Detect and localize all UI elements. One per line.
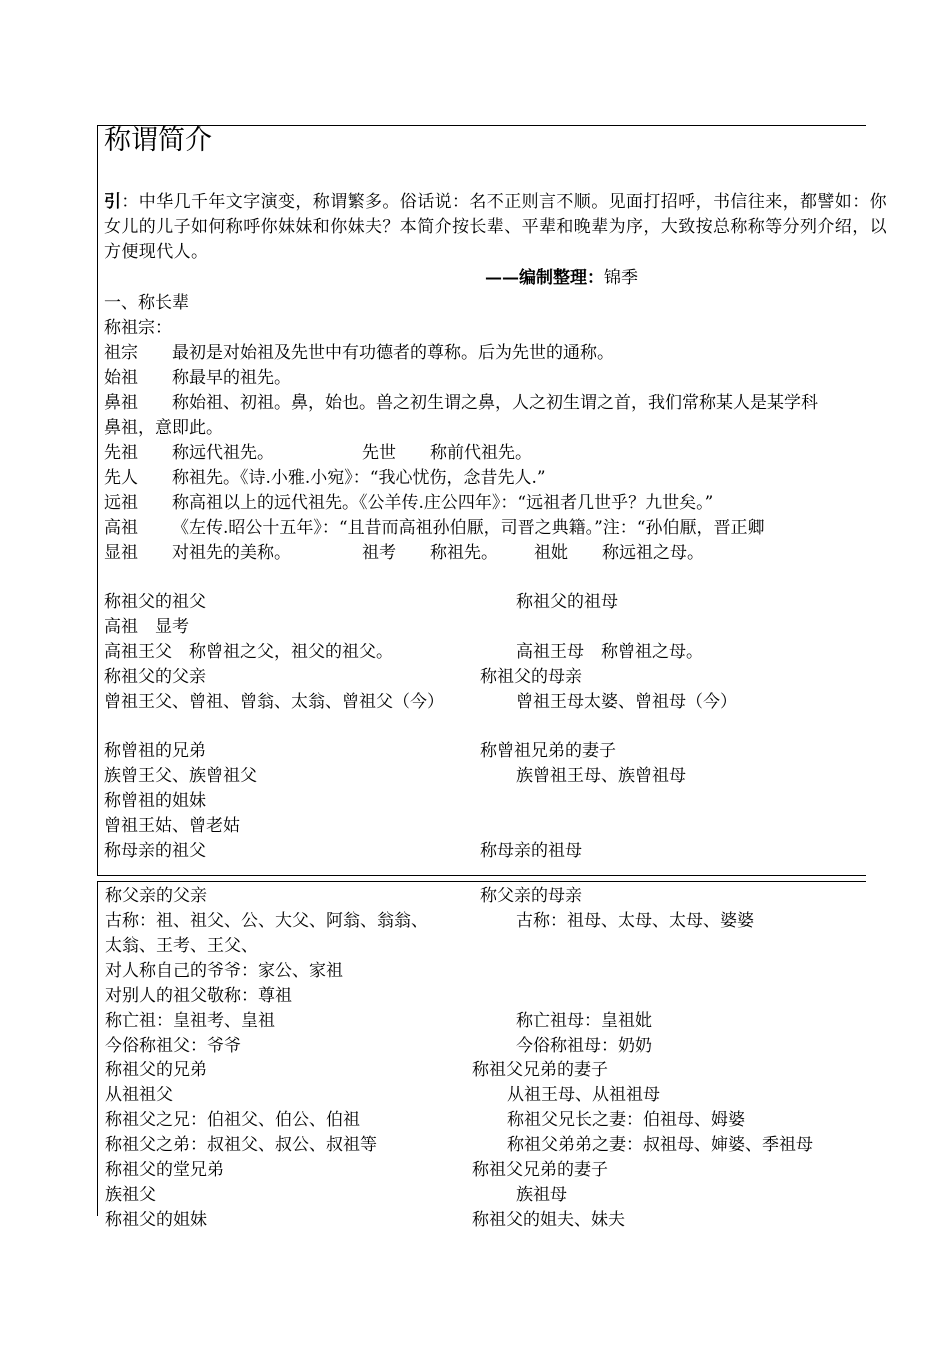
intro-text: ：中华几千年文字演变，称谓繁多。俗话说：名不正则言不顺。见面打招呼，书信往来，都譬如：你女儿的儿子如何称呼你妹妹和你妹夫？本简介按长辈、平辈和晚辈为序，大致按总称称等分列介绍，以方便现代人。 bbox=[104, 192, 888, 262]
entry-term: 先祖 bbox=[104, 443, 138, 463]
entry-definition: 称最早的祖先。 bbox=[172, 368, 291, 388]
entry-term: 祖妣 bbox=[534, 543, 568, 563]
row-right: 称母亲的祖母 bbox=[480, 841, 582, 861]
row-right: 称祖父的祖母 bbox=[516, 592, 618, 612]
entry-term: 祖宗 bbox=[104, 343, 138, 363]
row-left: 称祖父之弟：叔祖父、叔公、叔祖等 bbox=[105, 1135, 377, 1155]
entry-definition: 称高祖以上的远代祖先。《公羊传.庄公四年》：“远祖者几世乎？九世矣。” bbox=[172, 493, 714, 513]
page-title: 称谓简介 bbox=[104, 125, 212, 156]
row-right: 称祖父兄长之妻：伯祖母、姆婆 bbox=[507, 1110, 745, 1130]
entry-definition: 称远祖之母。 bbox=[602, 543, 704, 563]
row-left: 称祖父的祖父 bbox=[104, 592, 206, 612]
row-right: 称祖父兄弟的妻子 bbox=[472, 1060, 608, 1080]
row-left: 称祖父的父亲 bbox=[104, 667, 206, 687]
row-left: 高祖王父 称曾祖之父，祖父的祖父。 bbox=[104, 642, 393, 662]
row-left: 称母亲的祖父 bbox=[104, 841, 206, 861]
entry-term: 始祖 bbox=[104, 368, 138, 388]
row-right: 称祖父弟弟之妻：叔祖母、婶婆、季祖母 bbox=[507, 1135, 813, 1155]
entry-definition: 称祖先。《诗.小雅.小宛》：“我心忧伤，念昔先人.” bbox=[172, 468, 546, 488]
row-right: 称祖父的母亲 bbox=[480, 667, 582, 687]
section-subheading: 称祖宗： bbox=[104, 318, 172, 338]
row-right: 称祖父兄弟的妻子 bbox=[472, 1160, 608, 1180]
entry-definition: 最初是对始祖及先世中有功德者的尊称。后为先世的通称。 bbox=[172, 343, 614, 363]
credit-line bbox=[485, 266, 638, 290]
row-left: 族曾王父、族曾祖父 bbox=[104, 766, 257, 786]
entry-definition: 称前代祖先。 bbox=[430, 443, 532, 463]
credit-label: ——编制整理： bbox=[485, 268, 604, 288]
row-left: 太翁、王考、王父、 bbox=[105, 936, 258, 956]
row-left: 称曾祖的兄弟 bbox=[104, 741, 206, 761]
entry-definition: 称远代祖先。 bbox=[172, 443, 274, 463]
entry-term: 高祖 bbox=[104, 518, 138, 538]
row-left: 古称：祖、祖父、公、大父、阿翁、翁翁、 bbox=[105, 911, 428, 931]
row-right: 族曾祖王母、族曾祖母 bbox=[516, 766, 686, 786]
row-left: 称父亲的父亲 bbox=[105, 886, 207, 906]
row-right: 称曾祖兄弟的妻子 bbox=[480, 741, 616, 761]
credit-name: 锦季 bbox=[604, 268, 638, 288]
entry-definition: 称祖先。 bbox=[430, 543, 498, 563]
entry-term: 祖考 bbox=[362, 543, 396, 563]
entry-term: 远祖 bbox=[104, 493, 138, 513]
entry-definition-continued: 鼻祖，意即此。 bbox=[104, 418, 223, 438]
row-right: 高祖王母 称曾祖之母。 bbox=[516, 642, 703, 662]
row-right: 族祖母 bbox=[516, 1185, 567, 1205]
entry-definition: 《左传.昭公十五年》：“且昔而高祖孙伯厭，司晋之典籍。”注：“孙伯厭，晋正卿 bbox=[172, 518, 765, 538]
row-left: 称亡祖：皇祖考、皇祖 bbox=[105, 1011, 275, 1031]
row-right: 称亡祖母：皇祖妣 bbox=[516, 1011, 652, 1031]
row-left: 称祖父之兄：伯祖父、伯公、伯祖 bbox=[105, 1110, 360, 1130]
entry-term: 先世 bbox=[362, 443, 396, 463]
row-right: 古称：祖母、太母、太母、婆婆 bbox=[516, 911, 754, 931]
row-left: 称祖父的姐妹 bbox=[105, 1210, 207, 1230]
row-left: 称祖父的兄弟 bbox=[105, 1060, 207, 1080]
section-heading: 一、称长辈 bbox=[104, 293, 189, 313]
row-left: 对别人的祖父敬称：尊祖 bbox=[105, 986, 292, 1006]
row-right: 称祖父的姐夫、妹夫 bbox=[472, 1210, 625, 1230]
row-left: 称曾祖的姐妹 bbox=[104, 791, 206, 811]
entry-definition: 对祖先的美称。 bbox=[172, 543, 291, 563]
row-left: 从祖祖父 bbox=[105, 1085, 173, 1105]
intro-paragraph bbox=[104, 190, 894, 265]
row-left: 高祖 显考 bbox=[104, 617, 189, 637]
entry-term: 先人 bbox=[104, 468, 138, 488]
row-left: 称祖父的堂兄弟 bbox=[105, 1160, 224, 1180]
row-left: 曾祖王姑、曾老姑 bbox=[104, 816, 240, 836]
intro-label: 引 bbox=[104, 192, 122, 212]
entry-definition: 称始祖、初祖。鼻，始也。兽之初生谓之鼻，人之初生谓之首，我们常称某人是某学科 bbox=[172, 393, 818, 413]
entry-term: 显祖 bbox=[104, 543, 138, 563]
row-left: 族祖父 bbox=[105, 1185, 156, 1205]
row-left: 对人称自己的爷爷：家公、家祖 bbox=[105, 961, 343, 981]
entry-term: 鼻祖 bbox=[104, 393, 138, 413]
row-right: 从祖王母、从祖祖母 bbox=[507, 1085, 660, 1105]
row-left: 今俗称祖父：爷爷 bbox=[105, 1036, 241, 1056]
row-left: 曾祖王父、曾祖、曾翁、太翁、曾祖父（今） bbox=[104, 692, 444, 712]
row-right: 称父亲的母亲 bbox=[480, 886, 582, 906]
row-right: 曾祖王母太婆、曾祖母（今） bbox=[516, 692, 737, 712]
row-right: 今俗称祖母：奶奶 bbox=[516, 1036, 652, 1056]
